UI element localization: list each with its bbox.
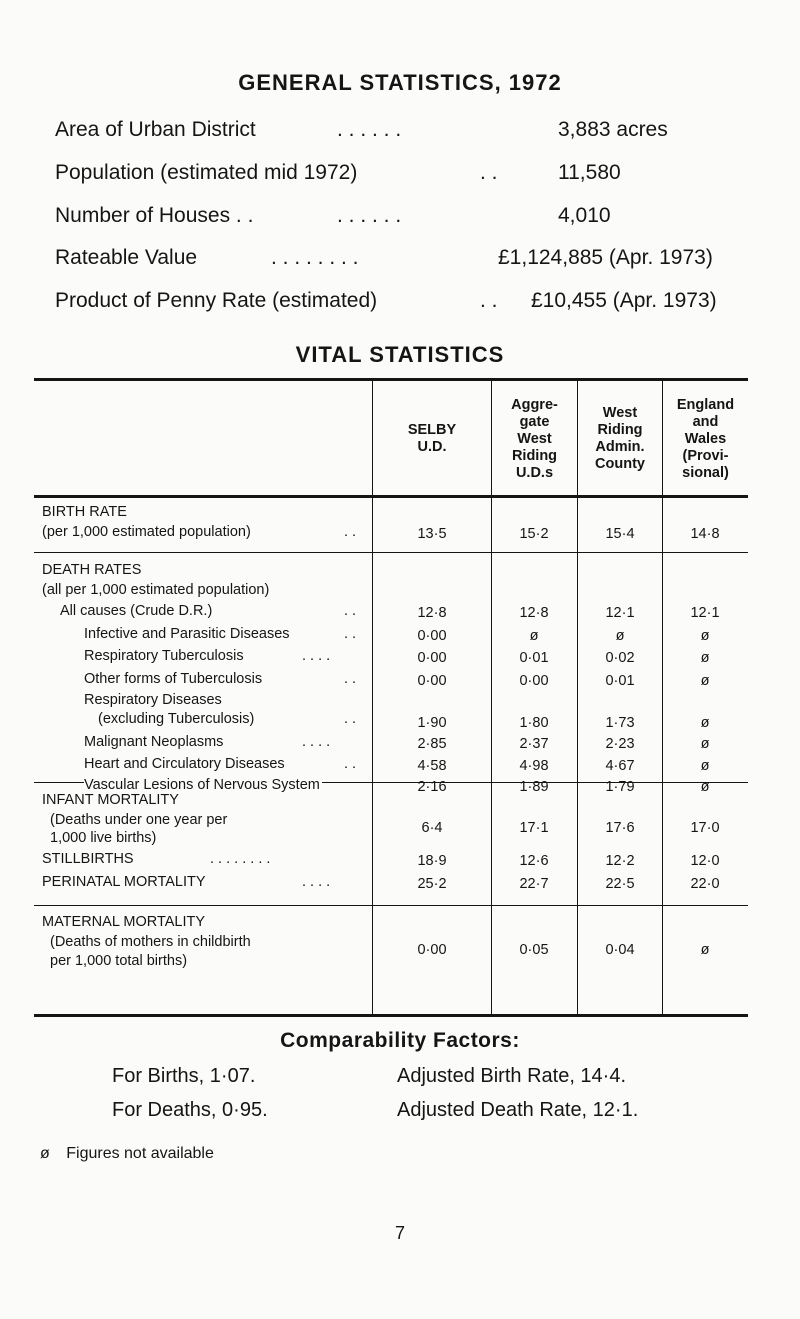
value-selby: 0·00 (417, 942, 447, 958)
value-aggregate: 2·37 (519, 736, 549, 752)
row-dots: . . (344, 524, 357, 540)
maternal-mortality-label-continued: per 1,000 total births) (50, 953, 188, 969)
value-england: ø (700, 736, 710, 752)
value-selby: 2·85 (417, 736, 447, 752)
value-england: ø (700, 715, 710, 731)
comparability-title: Comparability Factors: (280, 1029, 520, 1052)
row-dots: . . (344, 626, 357, 642)
stat-dots: . . . . . . (337, 204, 402, 227)
maternal-mortality-heading: MATERNAL MORTALITY (42, 914, 206, 930)
death-row-label-continued: (excluding Tuberculosis) (98, 711, 255, 727)
row-dots: . . (344, 671, 357, 687)
death-rates-heading: DEATH RATES (42, 562, 142, 578)
value-england: ø (700, 942, 710, 958)
value-county: 0·01 (605, 673, 635, 689)
header-england-wales: England and Wales (Provi- sional) (676, 396, 735, 481)
value-selby: 12·8 (417, 605, 447, 621)
value-county: 1·79 (605, 779, 635, 795)
stat-label: Population (estimated mid 1972) (55, 161, 358, 184)
value-england: ø (700, 673, 710, 689)
value-aggregate: 15·2 (519, 526, 549, 542)
stat-label: Rateable Value (55, 246, 198, 269)
value-aggregate: 0·05 (519, 942, 549, 958)
death-row-label: All causes (Crude D.R.) (60, 603, 213, 619)
value-county: 12·2 (605, 853, 635, 869)
value-county: 1·73 (605, 715, 635, 731)
stat-dots: . . (480, 161, 498, 184)
birth-rate-heading: BIRTH RATE (42, 504, 127, 520)
row-dots: . . . . . . . . (210, 851, 271, 867)
stat-value: 3,883 acres (558, 118, 668, 141)
value-aggregate: 12·6 (519, 853, 549, 869)
value-aggregate: 1·80 (519, 715, 549, 731)
stat-label: Number of Houses . . (55, 204, 254, 227)
value-england: 12·1 (690, 605, 720, 621)
value-selby: 4·58 (417, 758, 447, 774)
header-aggregate-west-riding: Aggre- gate West Riding U.D.s (511, 396, 558, 481)
value-aggregate: 0·01 (519, 650, 549, 666)
death-rates-subheading: (all per 1,000 estimated population) (42, 582, 270, 598)
birth-rate-label: (per 1,000 estimated population) (42, 524, 251, 540)
value-county: 12·1 (605, 605, 635, 621)
value-england: 17·0 (690, 820, 720, 836)
row-dots: . . . . (302, 734, 331, 750)
header-selby: SELBY U.D. (407, 422, 457, 455)
stat-label: Area of Urban District (55, 118, 256, 141)
value-county: 2·23 (605, 736, 635, 752)
value-aggregate: 12·8 (519, 605, 549, 621)
stat-value: 4,010 (558, 204, 611, 227)
value-aggregate: 4·98 (519, 758, 549, 774)
value-county: 0·02 (605, 650, 635, 666)
stat-label: Product of Penny Rate (estimated) (55, 289, 378, 312)
general-statistics-title: GENERAL STATISTICS, 1972 (238, 70, 562, 95)
value-aggregate: 22·7 (519, 876, 549, 892)
row-dots: . . . . (302, 648, 331, 664)
value-aggregate: 1·89 (519, 779, 549, 795)
death-row-label: Heart and Circulatory Diseases (84, 756, 285, 772)
infant-mortality-label: (Deaths under one year per (50, 812, 228, 828)
adjusted-death-rate: Adjusted Death Rate, 12·1. (397, 1099, 639, 1121)
not-available-symbol: ø (40, 1145, 50, 1162)
value-selby: 6·4 (421, 820, 443, 836)
value-county: 15·4 (605, 526, 635, 542)
value-selby: 0·00 (417, 650, 447, 666)
footnote (40, 1145, 214, 1163)
stat-value: £10,455 (Apr. 1973) (531, 289, 717, 312)
stat-dots: . . (480, 289, 498, 312)
value-selby: 0·00 (417, 673, 447, 689)
death-row-label: Respiratory Diseases (84, 692, 222, 708)
value-county: ø (615, 628, 625, 644)
adjusted-birth-rate: Adjusted Birth Rate, 14·4. (397, 1065, 627, 1087)
value-aggregate: 17·1 (519, 820, 549, 836)
value-selby: 0·00 (417, 628, 447, 644)
value-england: 22·0 (690, 876, 720, 892)
value-england: 14·8 (690, 526, 720, 542)
value-county: 22·5 (605, 876, 635, 892)
value-selby: 25·2 (417, 876, 447, 892)
value-england: 12·0 (690, 853, 720, 869)
value-selby: 18·9 (417, 853, 447, 869)
row-dots: . . (344, 603, 357, 619)
stat-dots: . . . . . . . . (271, 246, 359, 269)
death-row-label: Malignant Neoplasms (84, 734, 224, 750)
value-england: ø (700, 758, 710, 774)
infant-mortality-heading: INFANT MORTALITY (42, 792, 179, 808)
value-england: ø (700, 628, 710, 644)
stat-value: £1,124,885 (Apr. 1973) (498, 246, 713, 269)
value-aggregate: ø (529, 628, 539, 644)
table-bottom-rule (34, 1014, 748, 1017)
death-row-label: Respiratory Tuberculosis (84, 648, 244, 664)
stillbirths-label: STILLBIRTHS (42, 851, 134, 867)
header-west-riding-county: West Riding Admin. County (595, 405, 645, 472)
maternal-mortality-label: (Deaths of mothers in childbirth (50, 934, 251, 950)
value-county: 4·67 (605, 758, 635, 774)
row-dots: . . . . (302, 874, 331, 890)
value-england: ø (700, 650, 710, 666)
value-selby: 2·16 (417, 779, 447, 795)
infant-mortality-label-continued: 1,000 live births) (50, 830, 157, 846)
value-aggregate: 0·00 (519, 673, 549, 689)
footnote-text: Figures not available (66, 1145, 214, 1162)
deaths-factor: For Deaths, 0·95. (112, 1099, 268, 1121)
value-selby: 1·90 (417, 715, 447, 731)
death-row-label: Infective and Parasitic Diseases (84, 626, 290, 642)
value-county: 0·04 (605, 942, 635, 958)
death-row-label: Other forms of Tuberculosis (84, 671, 263, 687)
value-england: ø (700, 779, 710, 795)
births-factor: For Births, 1·07. (112, 1065, 256, 1087)
row-rule (34, 552, 748, 553)
row-rule (34, 905, 748, 906)
stat-value: 11,580 (558, 161, 621, 184)
row-dots: . . (344, 756, 357, 772)
death-row-label: Vascular Lesions of Nervous System (84, 777, 320, 793)
vital-statistics-title: VITAL STATISTICS (295, 342, 505, 367)
stat-dots: . . . . . . (337, 118, 402, 141)
row-dots: . . (344, 711, 357, 727)
perinatal-mortality-label: PERINATAL MORTALITY (42, 874, 206, 890)
page-number: 7 (394, 1223, 405, 1243)
vital-statistics-table (34, 378, 748, 1018)
value-selby: 13·5 (417, 526, 447, 542)
value-county: 17·6 (605, 820, 635, 836)
